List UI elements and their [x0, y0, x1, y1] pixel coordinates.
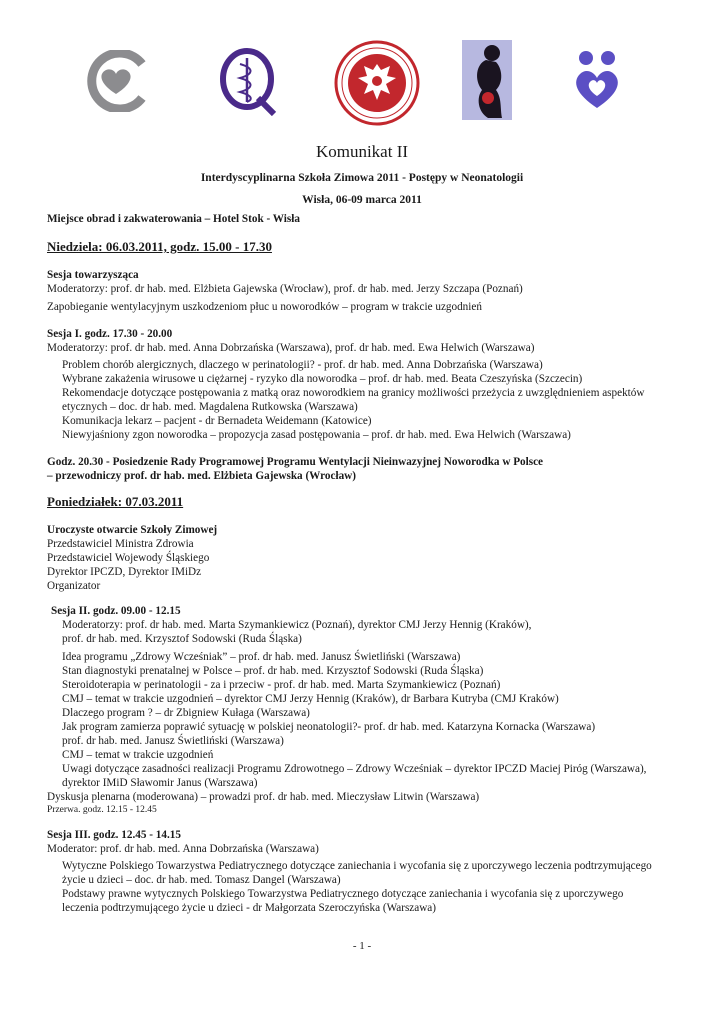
- page-number: - 1 -: [352, 940, 372, 952]
- meeting-line: Godz. 20.30 - Posiedzenie Rady Programowej Programu Wentylacji Nieinwazyjnej Noworodka w Polsce: [47, 456, 544, 468]
- q-caduceus-logo: [218, 46, 280, 116]
- session-title: Sesja II. godz. 09.00 - 12.15: [51, 605, 181, 617]
- cmj-heart-logo: [80, 50, 152, 112]
- session-title: Sesja III. godz. 12.45 - 14.15: [47, 829, 181, 841]
- mother-child-logo: [462, 40, 512, 120]
- session-item: CMJ – temat w trakcie uzgodnień – dyrektor CMJ Jerzy Hennig (Kraków), dr Barbara Kutryba (CMJ Kraków): [62, 693, 559, 705]
- opening-item: Organizator: [47, 580, 101, 592]
- session-item: dyrektor IMiD Sławomir Janus (Warszawa): [62, 777, 258, 789]
- plenary-discussion: Dyskusja plenarna (moderowana) – prowadzi prof. dr hab. med. Mieczysław Litwin (Warszawa): [47, 791, 480, 803]
- document-title: Komunikat II: [315, 142, 409, 161]
- session-moderators: Moderator: prof. dr hab. med. Anna Dobrzańska (Warszawa): [47, 843, 319, 855]
- session-moderators: Moderatorzy: prof. dr hab. med. Elżbieta Gajewska (Wrocław), prof. dr hab. med. Jerzy Szczapa (Poznań): [47, 283, 523, 295]
- session-item: Jak program zamierza poprawić sytuację w polskiej neonatologii?- prof. dr hab. med. Katarzyna Kornacka (Warszawa): [62, 721, 596, 733]
- session-item: życie u dzieci – doc. dr hab. med. Tomasz Dangel (Warszawa): [62, 874, 341, 886]
- session-item: prof. dr hab. med. Janusz Świetliński (Warszawa): [62, 735, 284, 747]
- conference-subtitle: Interdyscyplinarna Szkoła Zimowa 2011 - Postępy w Neonatologii: [200, 172, 524, 184]
- session-item: Zapobieganie wentylacyjnym uszkodzeniom płuc u noworodków – program w trakcie uzgodnień: [47, 301, 482, 313]
- session-item: Uwagi dotyczące zasadności realizacji Programu Zdrowotnego – Zdrowy Wcześniak – dyrektor IPCZD Maciej Piróg (Warszawa),: [62, 763, 647, 775]
- session-item: Stan diagnostyki prenatalnej w Polsce – prof. dr hab. med. Krzysztof Sodowski (Ruda Śląska): [62, 665, 484, 677]
- opening-item: Przedstawiciel Ministra Zdrowia: [47, 538, 194, 550]
- session-item: Podstawy prawne wytycznych Polskiego Towarzystwa Pediatrycznego dotyczące zaniechania i wycofania się z uporczywego: [62, 888, 624, 900]
- day-heading-monday: Poniedziałek: 07.03.2011: [47, 494, 184, 509]
- session-item: Wybrane zakażenia wirusowe u ciężarnej - ryzyko dla noworodka – prof. dr hab. med. Beata Czeszyńska (Szczecin): [62, 373, 583, 385]
- session-moderators: prof. dr hab. med. Krzysztof Sodowski (Ruda Śląska): [62, 633, 302, 645]
- conference-dates: Wisła, 06-09 marca 2011: [302, 194, 422, 206]
- session-item: Rekomendacje dotyczące postępowania z matką oraz noworodkiem na granicy możliwości przeżycia z uwzględnieniem aspektów: [62, 387, 645, 399]
- session-title: Sesja towarzysząca: [47, 269, 139, 281]
- session-item: CMJ – temat w trakcie uzgodnień: [62, 749, 214, 761]
- day-heading-sunday: Niedziela: 06.03.2011, godz. 15.00 - 17.30: [47, 239, 272, 254]
- session-moderators: Moderatorzy: prof. dr hab. med. Anna Dobrzańska (Warszawa), prof. dr hab. med. Ewa Helwich (Warszawa): [47, 342, 535, 354]
- session-item: leczenia podtrzymującego życie u dzieci - dr Małgorzata Szeroczyńska (Warszawa): [62, 902, 436, 914]
- session-moderators: Moderatorzy: prof. dr hab. med. Marta Szymankiewicz (Poznań), dyrektor CMJ Jerzy Hennig (Kraków),: [62, 619, 532, 631]
- family-hearts-logo: [570, 50, 626, 110]
- session-item: Niewyjaśniony zgon noworodka – propozycja zasad postępowania – prof. dr hab. med. Ewa Helwich (Warszawa): [62, 429, 571, 441]
- session-item: Wytyczne Polskiego Towarzystwa Pediatrycznego dotyczące zaniechania i wycofania się z uporczywego leczenia podtrzymującego: [62, 860, 652, 872]
- session-item: Komunikacja lekarz – pacjent - dr Bernadeta Weidemann (Katowice): [62, 415, 372, 427]
- venue-line: Miejsce obrad i zakwaterowania – Hotel Stok - Wisła: [47, 213, 300, 225]
- session-item: Idea programu „Zdrowy Wcześniak” – prof. dr hab. med. Janusz Świetliński (Warszawa): [62, 651, 461, 663]
- session-item: etycznych – doc. dr hab. med. Magdalena Rutkowska (Warszawa): [62, 401, 358, 413]
- session-item: Problem chorób alergicznych, dlaczego w perinatologii? - prof. dr hab. med. Anna Dobrzańska (Warszawa): [62, 359, 543, 371]
- opening-item: Dyrektor IPCZD, Dyrektor IMiDz: [47, 566, 202, 578]
- session-item: Steroidoterapia w perinatologii - za i przeciw - prof. dr hab. med. Marta Szymankiewicz (Poznań): [62, 679, 501, 691]
- opening-title: Uroczyste otwarcie Szkoły Zimowej: [47, 524, 218, 536]
- logo-row: [0, 40, 724, 120]
- break-note: Przerwa. godz. 12.15 - 12.45: [47, 805, 157, 815]
- meeting-line: – przewodniczy prof. dr hab. med. Elżbieta Gajewska (Wrocław): [47, 470, 356, 482]
- opening-item: Przedstawiciel Wojewody Śląskiego: [47, 552, 210, 564]
- session-item: Dlaczego program ? – dr Zbigniew Kułaga (Warszawa): [62, 707, 310, 719]
- session-title: Sesja I. godz. 17.30 - 20.00: [47, 328, 173, 340]
- warsaw-medical-university-seal: [332, 40, 422, 126]
